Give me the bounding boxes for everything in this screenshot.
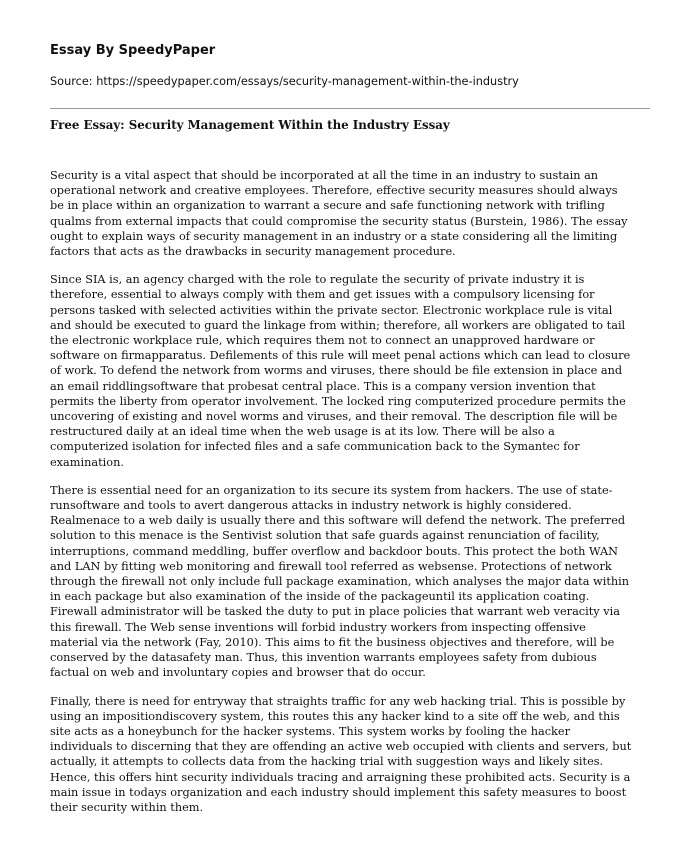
paragraph-line: factual on web and involuntary copies and browser that do occur. <box>50 666 426 680</box>
paragraph-line: operational network and creative employees. Therefore, effective security measures should always <box>50 184 618 198</box>
paragraph-line: Security is a vital aspect that should be incorporated at all the time in an industry to sustain an <box>50 169 599 182</box>
paragraph-line: therefore, essential to always comply with them and get issues with a compulsory licensing for <box>50 288 595 302</box>
paragraph-line: an email riddlingsoftware that probesat central place. This is a company version invention that <box>50 379 596 393</box>
paragraph-line: site acts as a honeybunch for the hacker systems. This system works by fooling the hacker <box>50 724 570 738</box>
paragraph-line: interruptions, command meddling, buffer overflow and backdoor bouts. This protect the both WAN <box>50 544 619 558</box>
paragraph-line: and LAN by fitting web monitoring and firewall tool referred as websense. Protections of network <box>50 559 612 573</box>
paragraph-line: computerized isolation for infected files and a safe communication back to the Symantec for <box>50 440 580 454</box>
paragraph-line: Finally, there is need for entryway that straights traffic for any web hacking trial. This is possible by <box>50 694 626 708</box>
paragraph-line: and should be executed to guard the linkage from within; therefore, all workers are obligated to tail <box>50 318 626 332</box>
paragraph-line: be in place within an organization to warrant a secure and safe functioning network with trifling <box>50 199 605 213</box>
paragraph-line: their security within them. <box>50 800 204 814</box>
paragraph-line: examination. <box>50 455 124 469</box>
essay-paragraph <box>50 694 650 816</box>
paragraph-line: this firewall. The Web sense inventions will forbid industry workers from inspecting offensive <box>50 620 586 634</box>
paragraph-line: solution to this menace is the Sentivist solution that safe guards against renunciation of facility, <box>50 529 600 543</box>
paragraph-line: runsoftware and tools to avert dangerous attacks in industry network is highly considered. <box>50 499 572 513</box>
paragraph-line: Since SIA is, an agency charged with the role to regulate the security of private industry it is <box>50 273 585 287</box>
paragraph-line: actually, it attempts to collects data from the hacking trial with suggestion ways and likely sites. <box>50 755 604 769</box>
essay-paragraph <box>50 168 650 259</box>
essay-paragraph <box>50 483 650 681</box>
paragraph-line: software on firmapparatus. Defilements of this rule will meet penal actions which can lead to closure <box>50 349 631 363</box>
paragraph-line: main issue in todays organization and each industry should implement this safety measures to boost <box>50 785 627 799</box>
paragraph-line: of work. To defend the network from worms and viruses, there should be file extension in place and <box>50 364 623 378</box>
document-header <box>50 43 650 89</box>
essay-paragraph <box>50 272 650 470</box>
header-divider <box>50 108 650 109</box>
paragraph-line: restructured daily at an ideal time when the web usage is at its low. There will be also a <box>50 425 555 439</box>
paragraph-line: using an impositiondiscovery system, this routes this any hacker kind to a site off the web, and this <box>50 709 620 723</box>
paragraph-line: persons tasked with selected activities within the private sector. Electronic workplace rule is vital <box>50 303 613 317</box>
paragraph-line: Firewall administrator will be tasked the duty to put in place policies that warrant web veracity via <box>50 605 620 619</box>
source-line: Source: https://speedypaper.com/essays/security-management-within-the-industry <box>50 75 519 88</box>
paragraph-line: through the firewall not only include full package examination, which analyses the major data within <box>50 575 630 589</box>
paragraph-line: in each package but also examination of the inside of the packageuntil its application coating. <box>50 590 590 604</box>
paragraph-line: the electronic workplace rule, which requires them not to connect an unapproved hardware or <box>50 334 595 348</box>
paragraph-line: factors that acts as the drawbacks in security management procedure. <box>50 245 456 259</box>
site-title: Essay By SpeedyPaper <box>50 43 216 58</box>
paragraph-line: There is essential need for an organization to its secure its system from hackers. The use of state- <box>50 483 613 497</box>
paragraph-line: Hence, this offers hint security individuals tracing and arraigning these prohibited acts. Security is a <box>50 770 631 784</box>
paragraph-line: uncovering of existing and novel worms and viruses, and their removal. The description file will be <box>50 410 618 424</box>
paragraph-line: material via the network (Fay, 2010). This aims to fit the business objectives and therefore, will be <box>50 635 615 649</box>
paragraph-line: conserved by the datasafety man. Thus, this invention warrants employees safety from dubious <box>50 651 597 665</box>
essay-body <box>50 168 650 828</box>
paragraph-line: qualms from external impacts that could compromise the security status (Burstein, 1986). The essay <box>50 214 628 228</box>
paragraph-line: Realmenace to a web daily is usually there and this software will defend the network. The preferred <box>50 514 626 528</box>
paragraph-line: individuals to discerning that they are offending an active web occupied with clients and servers, but <box>50 740 632 754</box>
paragraph-line: permits the liberty from operator involvement. The locked ring computerized procedure permits the <box>50 394 626 408</box>
essay-title: Free Essay: Security Management Within the Industry Essay <box>50 118 450 132</box>
paragraph-line: ought to explain ways of security management in an industry or a state considering all the limiting <box>50 229 618 243</box>
